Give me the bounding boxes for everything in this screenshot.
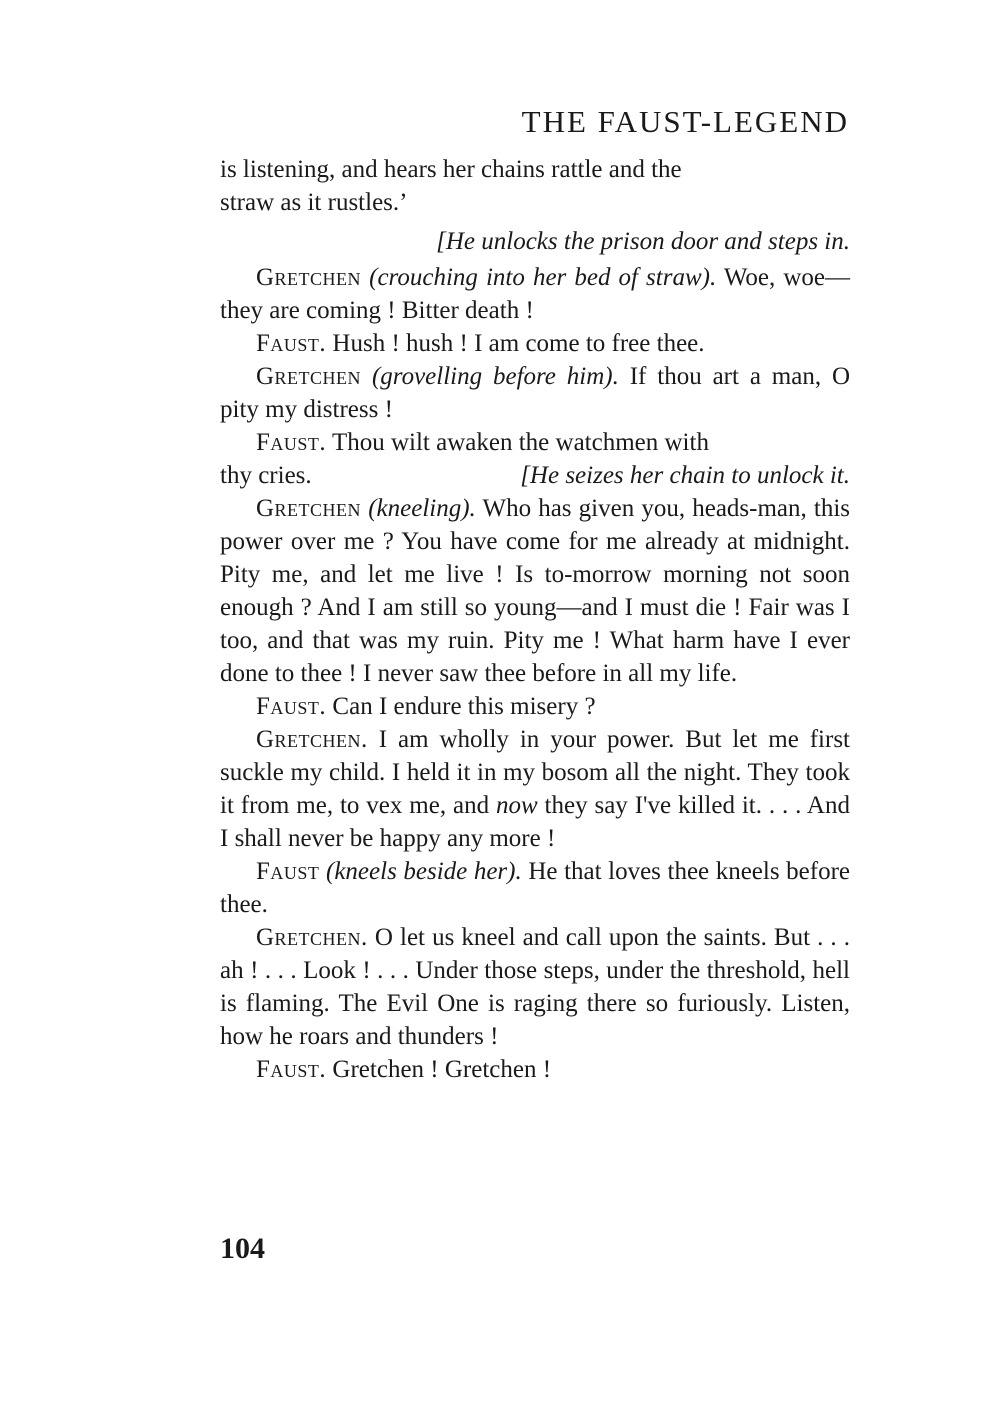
text-line: straw as it rustles.’ <box>220 189 408 216</box>
speech-gretchen <box>220 921 850 1053</box>
speech-text: thy cries. <box>220 462 312 489</box>
stage-direction: (crouching into her bed of straw). <box>369 264 717 291</box>
speech-text: I am wholly in your power. But let me first suckle my child. I held it in my bosom all the night. They took it from me, to vex me, and <box>220 726 850 819</box>
speech-text: Who has given you, heads-man, this power over me ? You have come for me already at midnight. Pity me, and let me live ! Is to-morrow morning not soon enough ? And I am still so young—and I must die ! Fair was I too, and that was my ruin. Pity me ! What harm have I ever done to thee ! I never saw thee before in all my life. <box>220 495 851 687</box>
speech-text: Can I endure this misery ? <box>326 693 596 720</box>
speech-gretchen <box>220 492 850 690</box>
speech-text: He that loves thee kneels before thee. <box>220 858 851 918</box>
page-number: 104 <box>220 1232 265 1265</box>
page-body <box>220 153 850 1086</box>
speaker-name: Faust. <box>256 1056 327 1083</box>
speaker-name: Faust <box>256 858 320 885</box>
speech-faust <box>220 855 850 921</box>
running-header: THE FAUST-LEGEND <box>521 104 849 139</box>
speaker-name: Faust. <box>256 330 327 357</box>
speech-text: Gretchen ! Gretchen ! <box>326 1056 552 1083</box>
speaker-name: Gretchen <box>256 363 362 390</box>
stage-direction: [He seizes her chain to unlock it. <box>520 462 850 489</box>
speech-text: they say I've killed it. . . . And I shall never be happy any more ! <box>220 792 850 852</box>
speech-gretchen <box>220 360 850 426</box>
speech-faust-end-line <box>220 459 850 492</box>
stage-direction: [He unlocks the prison door and steps in. <box>436 228 850 255</box>
speaker-name: Gretchen. <box>256 726 368 753</box>
speech-text: Thou wilt awaken the watchmen with <box>326 429 709 456</box>
stage-direction: (grovelling before him). <box>371 363 619 390</box>
speech-faust <box>220 327 850 360</box>
emphasis-word: now <box>495 792 538 819</box>
speaker-name: Gretchen. <box>256 924 368 951</box>
stage-direction: (kneels beside her). <box>326 858 522 885</box>
speech-gretchen <box>220 261 850 327</box>
paragraph-continuation <box>220 153 850 219</box>
speech-text: If thou art a man, O pity my distress ! <box>220 363 851 423</box>
speech-text: O let us kneel and call upon the saints. But . . . ah ! . . . Look ! . . . Under those steps, under the threshold, hell is flaming. The Evil One is raging there so furiously. Listen, how he roars and thunders ! <box>220 924 850 1050</box>
speech-text: Hush ! hush ! I am come to free thee. <box>326 330 705 357</box>
text-line: is listening, and hears her chains rattle and the <box>220 156 682 183</box>
speaker-name: Faust. <box>256 429 327 456</box>
speaker-name: Gretchen <box>256 264 362 291</box>
speech-gretchen <box>220 723 850 855</box>
speech-faust <box>220 426 850 459</box>
speaker-name: Faust. <box>256 693 327 720</box>
speech-faust <box>220 690 850 723</box>
speaker-name: Gretchen <box>256 495 362 522</box>
speech-text: Woe, woe—they are coming ! Bitter death ! <box>220 264 850 324</box>
speech-faust <box>220 1053 850 1086</box>
stage-direction: (kneeling). <box>368 495 476 522</box>
